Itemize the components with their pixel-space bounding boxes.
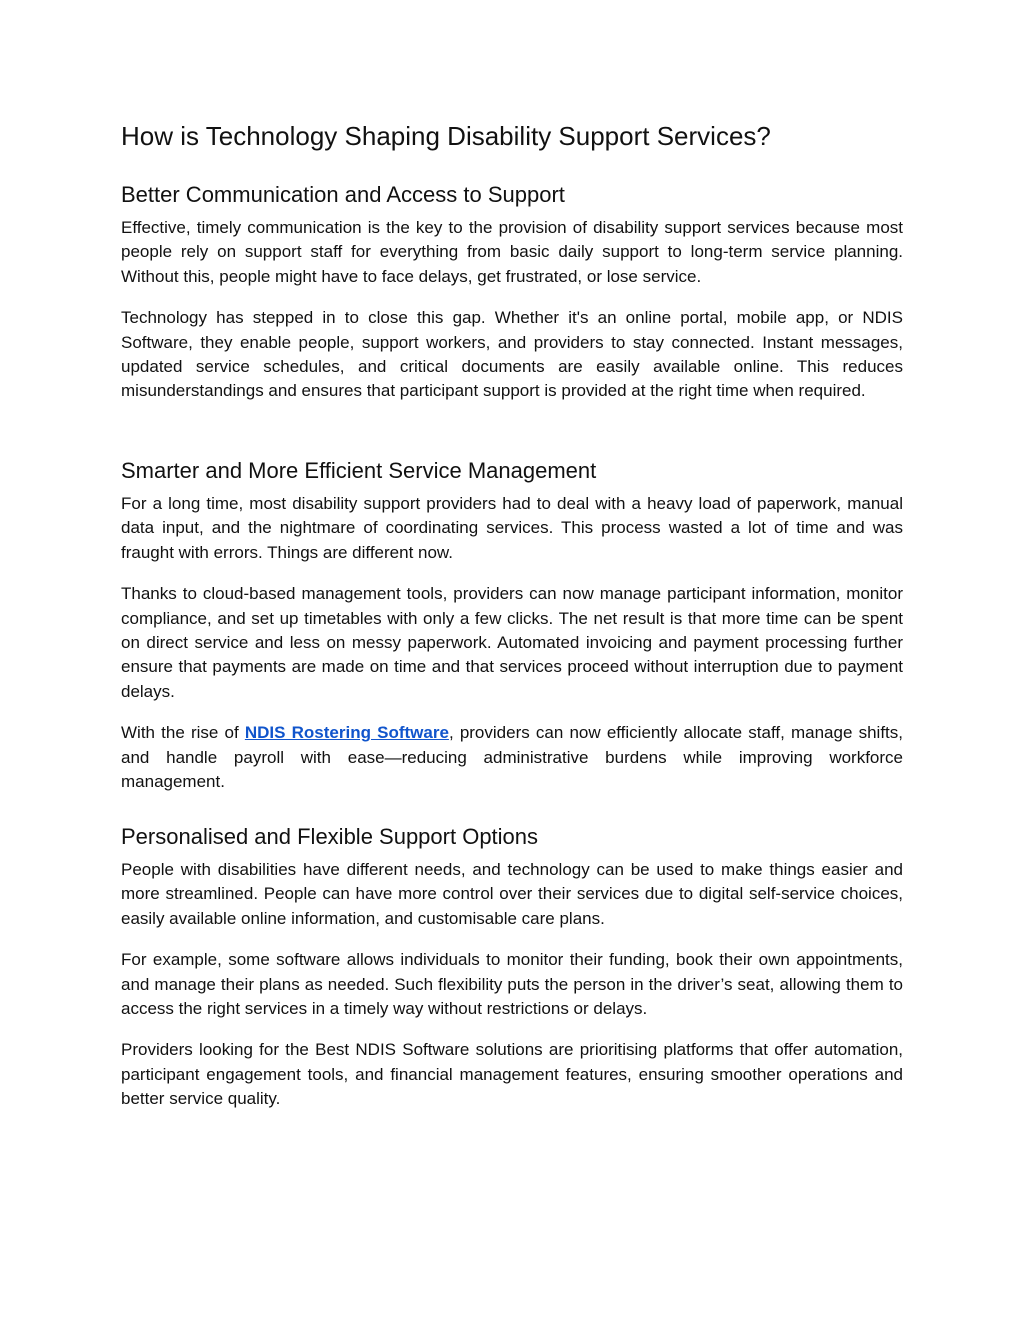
section-communication (121, 181, 903, 421)
ndis-rostering-software-link[interactable]: NDIS Rostering Software (244, 723, 449, 743)
paragraph: Effective, timely communication is the key to the provision of disability support services because most people rely on support staff for everything from basic daily support to long-term service planning. Without this, people might have to face delays, get frustrated, or lose service. (121, 218, 903, 286)
section-personalised-support (121, 823, 903, 1129)
section-service-management (121, 457, 903, 811)
section-heading: Better Communication and Access to Support (121, 182, 565, 207)
link-paragraph-lead: With the rise of (121, 723, 245, 743)
paragraph: For example, some software allows individuals to monitor their funding, book their own appointments, and manage their plans as needed. Such flexibility puts the person in the driver’s seat, allowing them to access the right services in a timely way without restrictions or delays. (121, 950, 903, 1019)
paragraph-with-link (121, 721, 903, 794)
section-heading: Personalised and Flexible Support Options (121, 824, 539, 849)
paragraph: Providers looking for the Best NDIS Software solutions are prioritising platforms that offer automation, participant engagement tools, and financial management features, ensuring smoother operations and better service quality. (121, 1040, 903, 1109)
document-title: How is Technology Shaping Disability Support Services? (121, 121, 771, 151)
paragraph: For a long time, most disability support providers had to deal with a heavy load of paperwork, manual data input, and the nightmare of coordinating services. This process wasted a lot of time and was fraught with errors. Things are different now. (121, 494, 903, 562)
section-heading: Smarter and More Efficient Service Management (121, 458, 597, 483)
paragraph: Thanks to cloud-based management tools, providers can now manage participant information, monitor compliance, and set up timetables with only a few clicks. The net result is that more time can be spent on direct service and less on messy paperwork. Automated invoicing and payment processing further ensure that payments are made on time and that services proceed without interruption due to payment delays. (121, 584, 903, 701)
paragraph: People with disabilities have different needs, and technology can be used to make things easier and more streamlined. People can have more control over their services due to digital self-service choices, easily available online information, and customisable care plans. (121, 860, 903, 928)
paragraph: Technology has stepped in to close this gap. Whether it's an online portal, mobile app, or NDIS Software, they enable people, support workers, and providers to stay connected. Instant messages, updated service schedules, and critical documents are easily available online. This reduces misunderstandings and ensures that participant support is provided at the right time when required. (121, 308, 903, 401)
link-paragraph-tail: , providers can now efficiently allocate staff, manage shifts, and handle payroll with ease—reducing administrative burdens while improving workforce management. (121, 723, 903, 792)
